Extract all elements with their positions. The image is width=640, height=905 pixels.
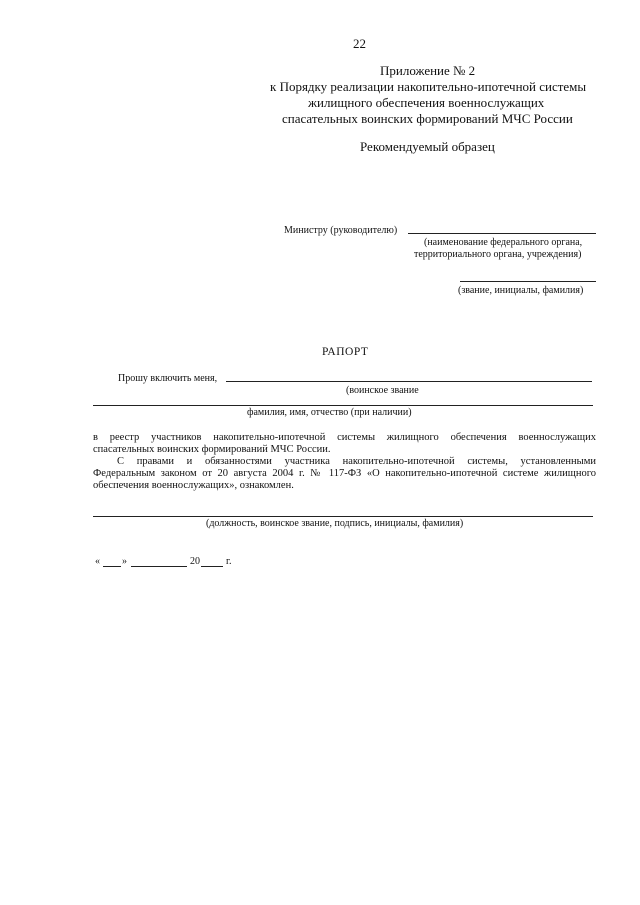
paragraph-registry-line-1: в реестр участников накопительно-ипотечной системы жилищного обеспечения военнослужащих	[93, 432, 596, 443]
request-label: Прошу включить меня,	[118, 373, 218, 384]
paragraph-rights-line-2: Федеральным законом от 20 августа 2004 г. № 117-ФЗ «О накопительно-ипотечной системе жилищного	[93, 468, 596, 479]
org-hint-line-1: (наименование федерального органа,	[424, 237, 583, 248]
name-hint: фамилия, имя, отчество (при наличии)	[247, 407, 412, 418]
minister-fill-line	[408, 233, 596, 234]
paragraph-rights	[93, 456, 596, 492]
page-number: 22	[353, 36, 366, 51]
report-title: РАПОРТ	[322, 346, 369, 358]
date-open-quote: «	[95, 556, 100, 567]
date-day-fill	[103, 566, 121, 567]
paragraph-rights-line-3: обеспечения военнослужащих», ознакомлен.	[93, 480, 294, 491]
name-fill-line	[93, 405, 593, 406]
appendix-line-3: спасательных воинских формирований МЧС России	[282, 111, 573, 126]
paragraph-registry	[93, 432, 596, 456]
appendix-line-2: жилищного обеспечения военнослужащих	[308, 95, 545, 110]
appendix-line-1: к Порядку реализации накопительно-ипотечной системы	[270, 79, 587, 94]
date-year-prefix: 20	[190, 556, 200, 567]
signature-fill-line	[93, 516, 593, 517]
date-year-fill	[201, 566, 223, 567]
appendix-title: Приложение № 2	[380, 63, 476, 78]
person-fill-line	[460, 281, 596, 282]
date-year-suffix: г.	[226, 556, 232, 567]
person-hint: (звание, инициалы, фамилия)	[458, 285, 584, 296]
signature-hint: (должность, воинское звание, подпись, инициалы, фамилия)	[206, 518, 464, 529]
rank-fill-line	[226, 381, 592, 382]
minister-label: Министру (руководителю)	[284, 225, 398, 236]
paragraph-rights-line-1: С правами и обязанностями участника накопительно-ипотечной системы, установленными	[117, 456, 596, 467]
date-month-fill	[131, 566, 187, 567]
paragraph-registry-line-2: спасательных воинских формирований МЧС России.	[93, 444, 331, 455]
org-hint-line-2: территориального органа, учреждения)	[414, 249, 582, 260]
rank-hint: (воинское звание	[346, 385, 419, 396]
sample-label: Рекомендуемый образец	[360, 139, 495, 154]
date-close-quote: »	[122, 556, 127, 567]
